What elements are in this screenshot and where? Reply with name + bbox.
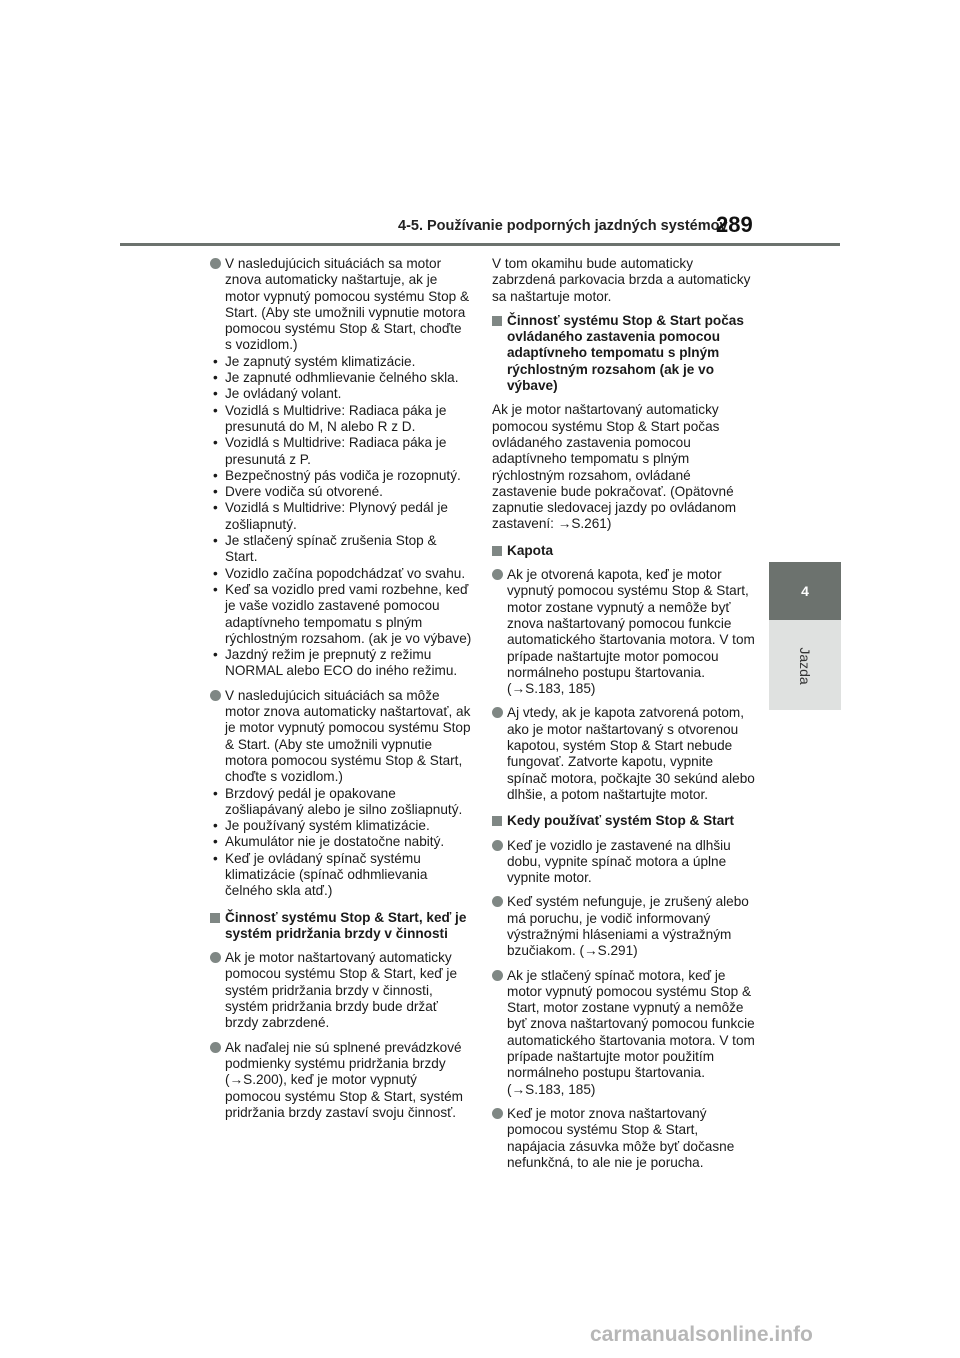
list-item: • Brzdový pedál je opakovane zošliapávaný alebo je silno zošliapnutý. [213, 785, 463, 817]
list-item: • Akumulátor nie je dostatočne nabitý. [213, 834, 445, 850]
bullet-text: Ak naďalej nie sú splnené prevádzkové podmienky systému pridržania brzdy (→S.200), keď je motor vypnutý pomocou systému Stop & Start, systém pridržania brzdy zastaví svoju činnosť. [225, 1039, 463, 1120]
circle-bullet-icon [492, 968, 506, 985]
square-bullet-icon [492, 813, 506, 830]
section-heading: Činnosť systému Stop & Start, keď je systém pridržania brzdy v činnosti [210, 910, 472, 943]
bullet-item [492, 567, 756, 697]
section-heading: Kedy používať systém Stop & Start [492, 813, 756, 829]
right-column [492, 256, 756, 1171]
bullet-item [210, 256, 472, 354]
bullet-text: Aj vtedy, ak je kapota zatvorená potom, ako je motor naštartovaný s otvorenou kapotou, systém Stop & Start nebude fungovať. Zatvorte kapotu, vypnite spínač motora, počkajte 30 sekúnd alebo dlhšie, a potom naštartujte motor. [507, 705, 755, 802]
list-item: • Je stlačený spínač zrušenia Stop & Start. [213, 533, 437, 565]
bullet-text: Keď je vozidlo je zastavené na dlhšiu dobu, vypnite spínač motora a úplne vypnite motor. [507, 837, 731, 886]
chapter-number: 4 [801, 583, 809, 599]
bullet-item [492, 705, 756, 803]
bullet-text: Ak je stlačený spínač motora, keď je motor vypnutý pomocou systému Stop & Start, motor zostane vypnutý a nemôže byť znova naštartovaný pomocou funkcie automatického štartovania motora. V tom prípade naštartujte motor použitím normálneho postupu štartovania. (→S.183, 185) [507, 967, 755, 1097]
circle-bullet-icon [210, 1040, 224, 1057]
bullet-text: Ak je motor naštartovaný automaticky pomocou systému Stop & Start, keď je systém pridržania brzdy v činnosti, systém pridržania brzdy bude držať brzdy zabrzdené. [225, 950, 458, 1031]
list-item: • Dvere vodiča sú otvorené. [213, 484, 383, 500]
list-item: • Keď je ovládaný spínač systému klimatizácie (spínač odhmlievania čelného skla atď.) [213, 850, 428, 899]
page-number: 289 [716, 212, 753, 237]
list-item: • Keď sa vozidlo pred vami rozbehne, keď je vaše vozidlo zastavené pomocou adaptívneho tempomatu s plným rýchlostným rozsahom. (ak je vo výbave) [213, 581, 472, 646]
list-item: • Je zapnuté odhmlievanie čelného skla. [213, 370, 459, 386]
bullet-item [210, 950, 472, 1031]
chapter-label: Jazda [797, 647, 813, 685]
circle-bullet-icon [210, 688, 224, 705]
square-bullet-icon [210, 910, 224, 927]
circle-bullet-icon [210, 950, 224, 967]
circle-bullet-icon [492, 567, 506, 584]
bullet-text: V nasledujúcich situáciách sa môže motor znova automaticky naštartovať, ak je motor vypnutý pomocou systému Stop & Start. (Aby ste umožnili vypnutie motora pomocou systému Stop & Start, choďte s vozidlom.) [225, 687, 471, 785]
bullet-item [492, 894, 756, 959]
list-item: • Jazdný režim je prepnutý z režimu NORMAL alebo ECO do iného režimu. [213, 647, 458, 679]
left-column [210, 256, 472, 1121]
paragraph: Ak je motor naštartovaný automaticky pomocou systému Stop & Start počas ovládaného zastavenia pomocou adaptívneho tempomatu s plným rýchlostným rozsahom, ovládané zastavenie bude pokračovať. (Opätovné zapnutie sledovacej jazdy po ovládanom zastavení: →S.261) [492, 402, 737, 532]
list-item: • Je zapnutý systém klimatizácie. [213, 353, 416, 369]
bullet-item [210, 1040, 472, 1121]
list-item: • Bezpečnostný pás vodiča je rozopnutý. [213, 467, 461, 483]
list-item: • Vozidlá s Multidrive: Plynový pedál je zošliapnutý. [213, 500, 448, 532]
chapter-tab [769, 562, 841, 620]
list-item: • Vozidlo začína popodchádzať vo svahu. [213, 565, 466, 581]
circle-bullet-icon [492, 705, 506, 722]
bullet-item [492, 838, 756, 887]
square-bullet-icon [492, 543, 506, 560]
circle-bullet-icon [210, 256, 224, 273]
circle-bullet-icon [492, 838, 506, 855]
section-heading: Činnosť systému Stop & Start počas ovládaného zastavenia pomocou adaptívneho tempomatu s plným rýchlostným rozsahom (ak je vo výbave) [492, 313, 756, 394]
bullet-text: Ak je otvorená kapota, keď je motor vypnutý pomocou systému Stop & Start, motor zostane vypnutý a nemôže byť znova naštartovaný pomocou funkcie automatického štartovania motora. V tom prípade naštartujte motor pomocou normálneho postupu štartovania. (→S.183, 185) [507, 567, 755, 697]
watermark: carmanualsonline.info [590, 1323, 813, 1346]
bullet-text: V nasledujúcich situáciách sa motor znova automaticky naštartuje, ak je motor vypnutý pomocou systému Stop & Start. (Aby ste umožnili vypnutie motora pomocou systému Stop & Start, choďte s vozidlom.) [225, 256, 470, 353]
circle-bullet-icon [492, 1106, 506, 1123]
bullet-item [492, 968, 756, 1098]
bullet-text: Keď systém nefunguje, je zrušený alebo má poruchu, je vodič informovaný výstražnými hláseniami a výstražným bzučiakom. (→S.291) [507, 894, 749, 959]
bullet-text: Keď je motor znova naštartovaný pomocou systému Stop & Start, napájacia zásuvka môže byť dočasne nefunkčná, to ale nie je porucha. [507, 1105, 735, 1170]
header-divider [120, 243, 840, 246]
bullet-item [210, 688, 472, 786]
dot-list [210, 786, 472, 900]
list-item: • Je ovládaný volant. [213, 386, 342, 402]
section-heading: Kapota [492, 543, 756, 559]
section-title: 4-5. Používanie podporných jazdných systémov [398, 218, 728, 234]
circle-bullet-icon [492, 894, 506, 911]
square-bullet-icon [492, 313, 506, 330]
paragraph: V tom okamihu bude automaticky zabrzdená parkovacia brzda a automaticky sa naštartuje motor. [492, 256, 751, 304]
list-item: • Vozidlá s Multidrive: Radiaca páka je presunutá z P. [213, 435, 447, 467]
dot-list [210, 354, 472, 680]
list-item: • Vozidlá s Multidrive: Radiaca páka je presunutá do M, N alebo R z D. [213, 402, 447, 434]
bullet-item [492, 1106, 756, 1171]
list-item: • Je používaný systém klimatizácie. [213, 818, 430, 834]
